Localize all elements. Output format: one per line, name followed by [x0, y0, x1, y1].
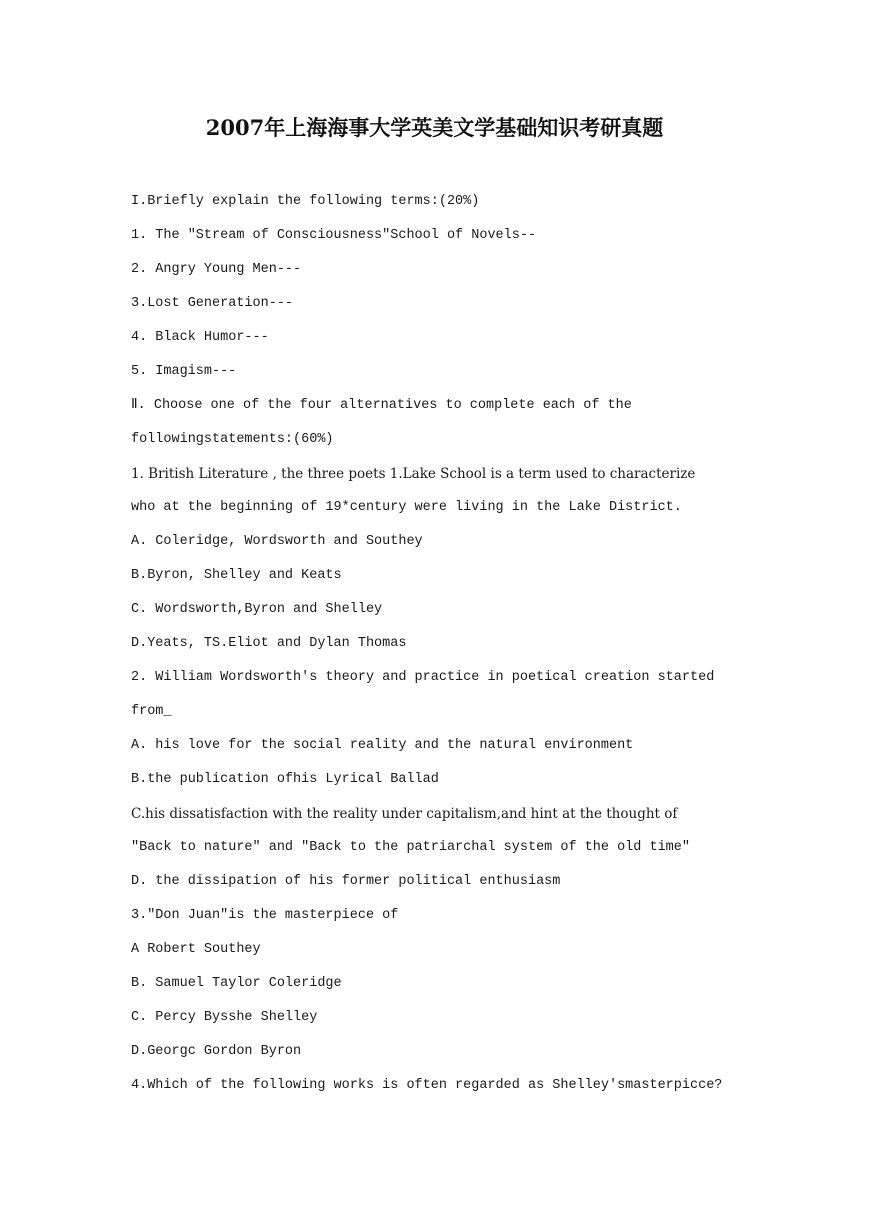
section-heading-terms: I.Briefly explain the following terms:(20%): [131, 194, 480, 209]
term-item: 5. Imagism---: [131, 364, 237, 379]
question-text: 3."Don Juan"is the masterpiece of: [131, 908, 399, 923]
section-heading-choice: Ⅱ. Choose one of the four alternatives to complete each of the: [131, 398, 632, 413]
option-item: B. Samuel Taylor Coleridge: [131, 976, 342, 991]
page-title: 2007年上海海事大学英美文学基础知识考研真题: [205, 115, 664, 140]
option-item: B.Byron, Shelley and Keats: [131, 568, 342, 583]
question-text: 1. British Literature , the three poets 1.Lake School is a term used to characterize: [131, 466, 696, 482]
question-text: 4.Which of the following works is often regarded as Shelley'smasterpicce?: [131, 1078, 723, 1093]
option-item-cont: "Back to nature" and "Back to the patriarchal system of the old time": [131, 840, 690, 855]
question-text: from_: [131, 704, 172, 719]
option-item: C. Wordsworth,Byron and Shelley: [131, 602, 383, 617]
term-item: 2. Angry Young Men---: [131, 262, 302, 277]
option-item: A. his love for the social reality and the natural environment: [131, 738, 634, 753]
option-item: A. Coleridge, Wordsworth and Southey: [131, 534, 423, 549]
option-item: D. the dissipation of his former political enthusiasm: [131, 874, 561, 889]
question-text: who at the beginning of 19*century were living in the Lake District.: [131, 500, 682, 515]
option-item: D.Yeats, TS.Eliot and Dylan Thomas: [131, 636, 407, 651]
option-item: C. Percy Bysshe Shelley: [131, 1010, 318, 1025]
option-item: B.the publication ofhis Lyrical Ballad: [131, 772, 439, 787]
section-heading-choice-cont: followingstatements:(60%): [131, 432, 334, 447]
question-text: 2. William Wordsworth's theory and practice in poetical creation started: [131, 670, 715, 685]
term-item: 1. The "Stream of Consciousness"School of Novels--: [131, 228, 537, 243]
option-item: D.Georgc Gordon Byron: [131, 1044, 302, 1059]
option-item: C.his dissatisfaction with the reality under capitalism,and hint at the thought of: [131, 806, 678, 822]
term-item: 4. Black Humor---: [131, 330, 269, 345]
option-item: A Robert Southey: [131, 942, 261, 957]
term-item: 3.Lost Generation---: [131, 296, 294, 311]
exam-content: [131, 185, 751, 1103]
